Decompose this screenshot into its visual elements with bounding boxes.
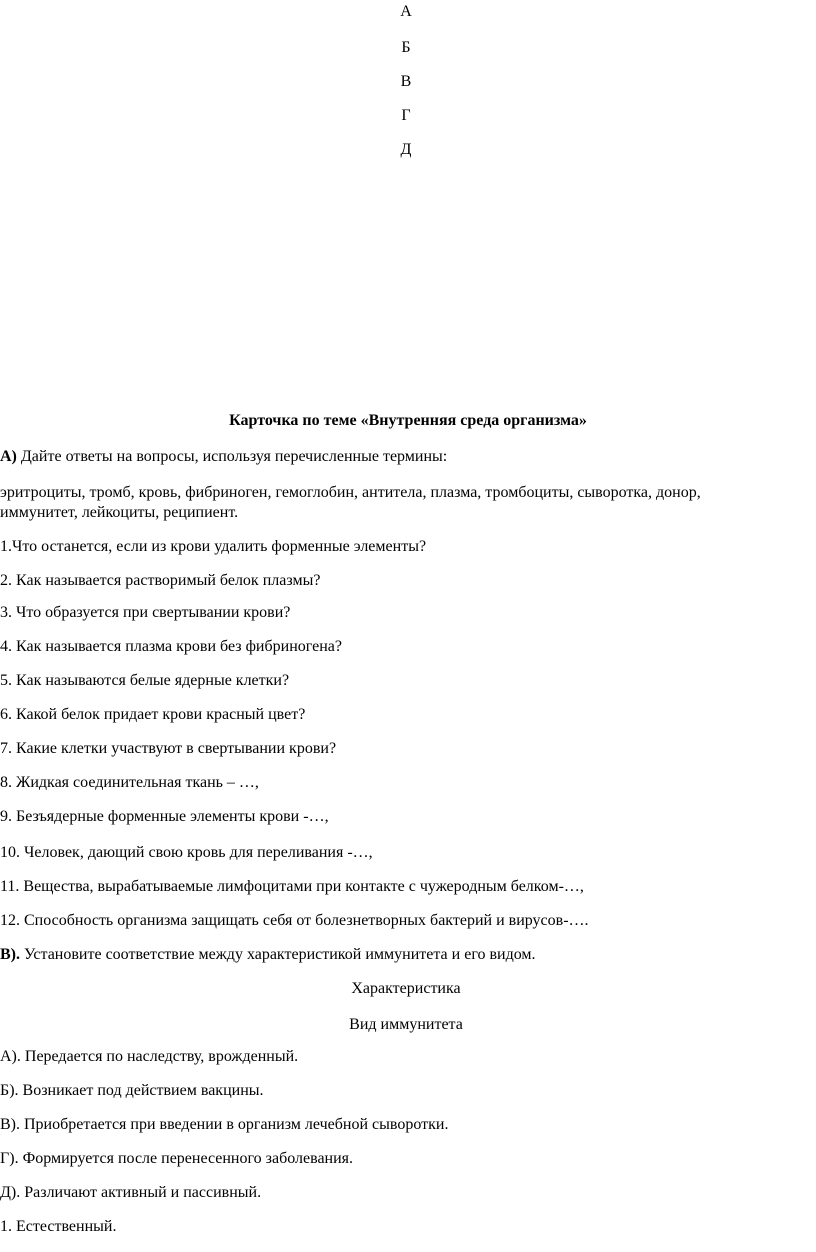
question-9: 9. Безъядерные форменные элементы крови -…, xyxy=(0,808,329,825)
characteristic-d: Д). Различают активный и пассивный. xyxy=(0,1184,262,1201)
question-3: 3. Что образуется при свертывании крови? xyxy=(0,604,291,621)
task-b-instruction xyxy=(0,944,812,966)
terms-line-1: эритроциты, тромб, кровь, фибриноген, гемоглобин, антитела, плазма, тромбоциты, сыворотка, донор, xyxy=(0,484,701,501)
question-7: 7. Какие клетки участвуют в свертывании крови? xyxy=(0,740,337,757)
characteristic-v: В). Приобретается при введении в организм лечебной сыворотки. xyxy=(0,1116,449,1133)
card-title: Карточка по теме «Внутренняя среда организма» xyxy=(229,412,587,429)
question-2: 2. Как называется растворимый белок плазмы? xyxy=(0,572,321,589)
answer-letter-a: А xyxy=(400,3,412,20)
answer-letter-d: Д xyxy=(400,141,412,158)
task-a-instruction xyxy=(0,446,812,468)
task-b-instruction-text: Установите соответствие между характеристикой иммунитета и его видом. xyxy=(20,946,536,963)
question-12: 12. Способность организма защищать себя от болезнетворных бактерий и вирусов-…. xyxy=(0,912,589,929)
answer-letter-b: Б xyxy=(401,39,411,56)
answer-letter-v: В xyxy=(400,73,412,90)
column-header-characteristic: Характеристика xyxy=(351,980,461,997)
task-b-marker: В). xyxy=(0,946,20,963)
terms-line-2: иммунитет, лейкоциты, реципиент. xyxy=(0,504,239,521)
task-a-marker: А) xyxy=(0,448,17,465)
characteristic-b: Б). Возникает под действием вакцины. xyxy=(0,1082,264,1099)
question-8: 8. Жидкая соединительная ткань – …, xyxy=(0,774,259,791)
characteristic-a: А). Передается по наследству, врожденный. xyxy=(0,1048,299,1065)
question-11: 11. Вещества, вырабатываемые лимфоцитами при контакте с чужеродным белком-…, xyxy=(0,878,584,895)
question-4: 4. Как называется плазма крови без фибриногена? xyxy=(0,638,342,655)
task-a-instruction-text: Дайте ответы на вопросы, используя перечисленные термины: xyxy=(16,448,448,465)
answer-letter-g: Г xyxy=(401,107,411,124)
column-header-immunity-type: Вид иммунитета xyxy=(349,1016,463,1033)
immunity-type-1: 1. Естественный. xyxy=(0,1218,117,1235)
question-6: 6. Какой белок придает крови красный цвет? xyxy=(0,706,306,723)
characteristic-g: Г). Формируется после перенесенного заболевания. xyxy=(0,1150,354,1167)
question-10: 10. Человек, дающий свою кровь для переливания -…, xyxy=(0,844,373,861)
question-5: 5. Как называются белые ядерные клетки? xyxy=(0,672,290,689)
question-1: 1.Что останется, если из крови удалить форменные элементы? xyxy=(0,538,427,555)
